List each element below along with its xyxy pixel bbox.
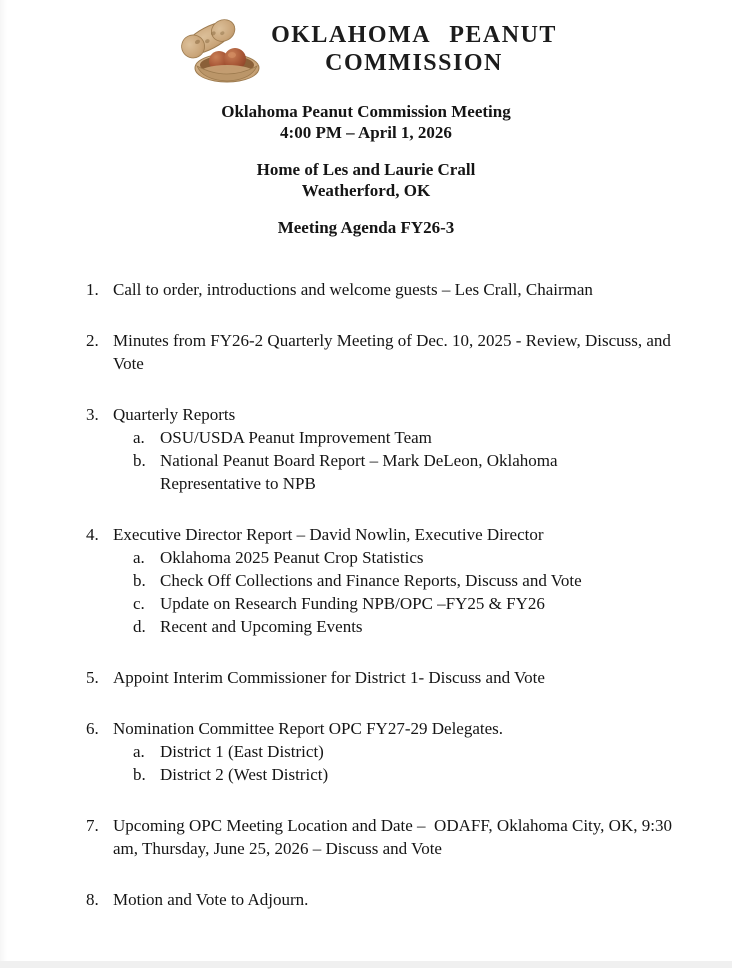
agenda-item-number: 3. [86, 405, 99, 424]
agenda-subitem-text: Check Off Collections and Finance Reports, Discuss and Vote [160, 571, 582, 590]
logo-name-line2: COMMISSION [325, 50, 503, 76]
agenda-item [86, 278, 676, 301]
agenda-subitem [133, 763, 676, 786]
meeting-title-block [0, 101, 732, 143]
agenda-list [86, 278, 676, 911]
agenda-subitem-letter: b. [133, 571, 146, 590]
agenda-item-text: Minutes from FY26-2 Quarterly Meeting of Dec. 10, 2025 - Review, Discuss, and Vote [113, 331, 675, 373]
meeting-location-block [0, 159, 732, 201]
agenda-item-body [113, 329, 676, 375]
agenda-subitem-letter: b. [133, 451, 146, 470]
agenda-item-body [113, 888, 676, 911]
agenda-subitem-text: District 1 (East District) [160, 742, 324, 761]
agenda-item-body [113, 278, 676, 301]
agenda-item-text: Nomination Committee Report OPC FY27-29 Delegates. [113, 719, 504, 738]
agenda-subitems [113, 426, 676, 495]
agenda-item [86, 814, 676, 860]
meeting-header [0, 101, 732, 238]
meeting-location-line2: Weatherford, OK [301, 181, 431, 200]
agenda-subitem-letter: d. [133, 617, 146, 636]
agenda-subitem-letter: a. [133, 428, 145, 447]
agenda-item-number: 8. [86, 890, 99, 909]
agenda-item-body [113, 717, 676, 786]
meeting-location-line1: Home of Les and Laurie Crall [256, 160, 476, 179]
agenda-item-number: 6. [86, 719, 99, 738]
agenda-item [86, 666, 676, 689]
agenda-subitem [133, 615, 676, 638]
agenda-subitem [133, 569, 676, 592]
agenda-subitem [133, 426, 676, 449]
agenda-subitem [133, 449, 676, 495]
agenda-item [86, 403, 676, 495]
agenda-subitem-text: OSU/USDA Peanut Improvement Team [160, 428, 432, 447]
agenda-item-number: 1. [86, 280, 99, 299]
agenda-subitem-text: District 2 (West District) [160, 765, 329, 784]
page-bottom-edge [0, 961, 732, 968]
meeting-datetime: 4:00 PM – April 1, 2026 [280, 123, 452, 142]
agenda-item-number: 5. [86, 668, 99, 687]
agenda-subitem [133, 740, 676, 763]
agenda-item [86, 717, 676, 786]
agenda-subitems [113, 546, 676, 638]
agenda-subitem-letter: c. [133, 594, 145, 613]
agenda-item-text: Quarterly Reports [113, 405, 236, 424]
agenda-item [86, 329, 676, 375]
agenda-item-body [113, 814, 676, 860]
agenda-subitem-letter: b. [133, 765, 146, 784]
agenda-subitem-text: Recent and Upcoming Events [160, 617, 363, 636]
agenda-item-text: Motion and Vote to Adjourn. [113, 890, 309, 909]
agenda-subitem [133, 592, 676, 615]
agenda-subitem-text: National Peanut Board Report – Mark DeLeon, Oklahoma Representative to NPB [160, 451, 562, 493]
logo [0, 0, 732, 88]
agenda-item-number: 7. [86, 816, 99, 835]
agenda-subitems [113, 740, 676, 786]
agenda-item-text: Appoint Interim Commissioner for District 1- Discuss and Vote [113, 668, 545, 687]
agenda-item [86, 888, 676, 911]
agenda-subitem-letter: a. [133, 742, 145, 761]
agenda-label-block [0, 217, 732, 238]
agenda-subitem-letter: a. [133, 548, 145, 567]
agenda-item-text: Executive Director Report – David Nowlin, Executive Director [113, 525, 544, 544]
agenda-item-text: Upcoming OPC Meeting Location and Date – ODAFF, Oklahoma City, OK, 9:30 am, Thursday, June 25, 2026 – Discuss and Vote [113, 816, 677, 858]
agenda-item-text: Call to order, introductions and welcome guests – Les Crall, Chairman [113, 280, 593, 299]
agenda-item-number: 2. [86, 331, 99, 350]
agenda-label: Meeting Agenda FY26-3 [277, 218, 455, 237]
logo-name-line1: OKLAHOMA PEANUT [271, 22, 557, 49]
agenda-item-body [113, 666, 676, 689]
agenda-item-body [113, 403, 676, 495]
agenda-item [86, 523, 676, 638]
peanut-logo-image [175, 12, 267, 88]
agenda-item-body [113, 523, 676, 638]
agenda-item-number: 4. [86, 525, 99, 544]
agenda-subitem-text: Update on Research Funding NPB/OPC –FY25 & FY26 [160, 594, 545, 613]
agenda-subitem [133, 546, 676, 569]
meeting-title: Oklahoma Peanut Commission Meeting [221, 102, 511, 121]
agenda-subitem-text: Oklahoma 2025 Peanut Crop Statistics [160, 548, 424, 567]
logo-text [271, 22, 557, 77]
